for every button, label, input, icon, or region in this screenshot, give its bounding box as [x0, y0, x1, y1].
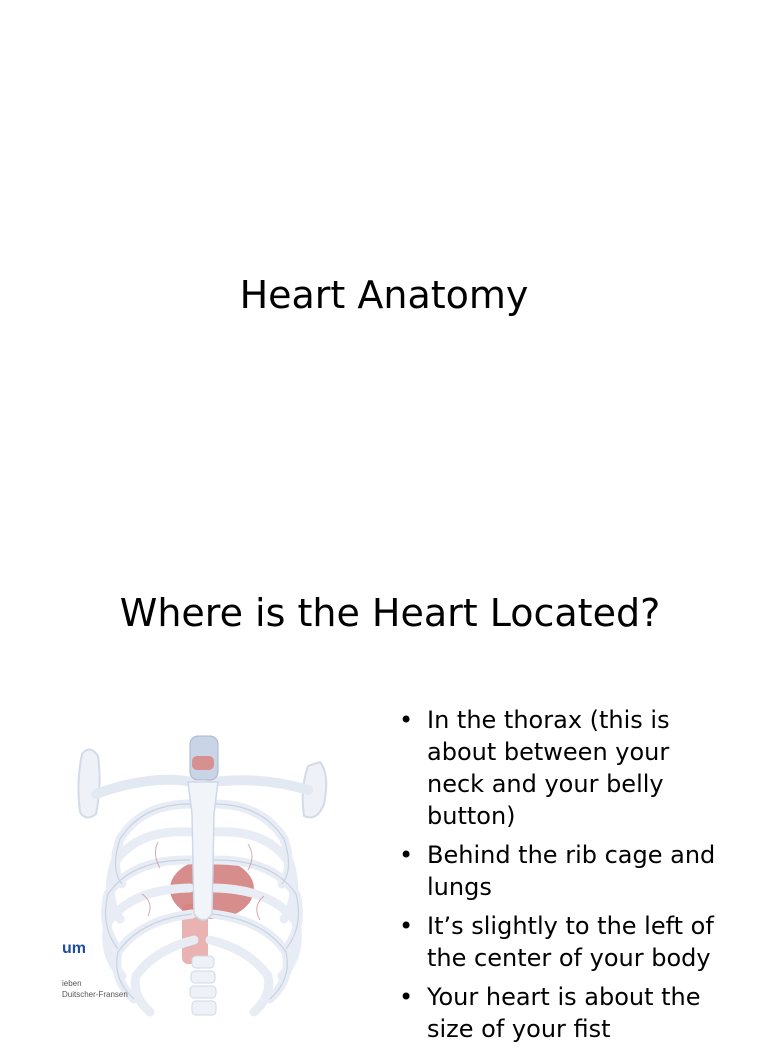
figure-credit: ieben Duitscher-Fransen [62, 979, 128, 999]
bullet-item: • Behind the rib cage and lungs [395, 839, 725, 903]
bullet-item: • Your heart is about the size of your fist [395, 981, 725, 1045]
slide-title: Where is the Heart Located? [119, 591, 661, 635]
slide-title: Heart Anatomy [239, 273, 529, 317]
publisher-logo: um [62, 940, 86, 957]
rib-cage-illustration [62, 664, 342, 1024]
bullet-item: • It’s slightly to the left of the center of your body [395, 910, 725, 974]
bullet-list [395, 704, 725, 1052]
bullet-item: • In the thorax (this is about between your neck and your belly button) [395, 704, 725, 832]
slide-heart-location [0, 576, 768, 1043]
